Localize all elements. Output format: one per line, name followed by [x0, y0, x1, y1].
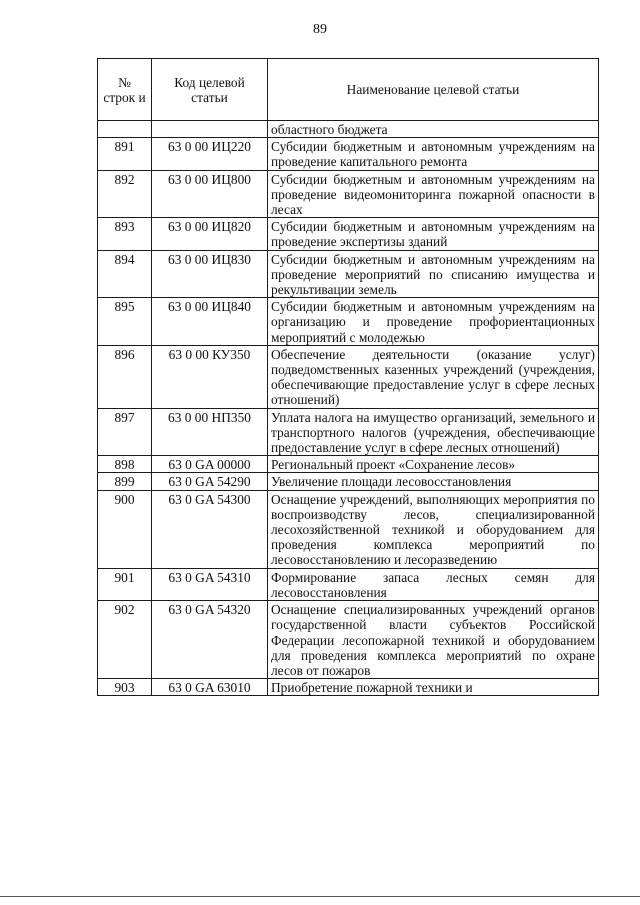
header-target-name: Наименование целевой статьи: [268, 59, 599, 121]
row-number: 902: [98, 601, 152, 679]
row-number: 894: [98, 250, 152, 298]
row-name: Приобретение пожарной техники и: [268, 679, 599, 696]
row-code: 63 0 00 ИЦ220: [152, 138, 268, 170]
row-name: Увеличение площади лесовосстановления: [268, 473, 599, 490]
row-code: 63 0 00 ИЦ840: [152, 298, 268, 346]
row-number: 903: [98, 679, 152, 696]
table-row: [98, 679, 599, 696]
row-number: 896: [98, 345, 152, 408]
row-code: 63 0 GA 54310: [152, 568, 268, 600]
table-row: [98, 170, 599, 218]
row-code: [152, 121, 268, 138]
row-name: Оснащение учреждений, выполняющих мероприятия по воспроизводству лесов, специализированной лесохозяйственной техникой и оборудованием для проведения комплекса мероприятий по лесовосстановлению и лесоразведению: [268, 490, 599, 568]
row-code: 63 0 00 ИЦ830: [152, 250, 268, 298]
row-name: Субсидии бюджетным и автономным учреждениям на организацию и проведение профориентационных мероприятий с молодежью: [268, 298, 599, 346]
row-name: Оснащение специализированных учреждений органов государственной власти субъектов Российской Федерации лесопожарной техникой и оборудованием для проведения комплекса мероприятий по охране лесов от пожаров: [268, 601, 599, 679]
row-name: Субсидии бюджетным и автономным учреждениям на проведение экспертизы зданий: [268, 218, 599, 250]
page-bottom-rule: [0, 896, 640, 897]
table-row: [98, 121, 599, 138]
header-row-number: № строк и: [98, 59, 152, 121]
table-row: [98, 138, 599, 170]
row-number: 898: [98, 456, 152, 473]
table-row: [98, 408, 599, 456]
row-name: Субсидии бюджетным и автономным учреждениям на проведение капитального ремонта: [268, 138, 599, 170]
row-number: 895: [98, 298, 152, 346]
table-header-row: [98, 59, 599, 121]
table-row: [98, 456, 599, 473]
page-number: 89: [313, 22, 327, 37]
table-row: [98, 298, 599, 346]
row-number: 891: [98, 138, 152, 170]
row-number: [98, 121, 152, 138]
row-name: Субсидии бюджетным и автономным учреждениям на проведение мероприятий по списанию имущества и рекультивации земель: [268, 250, 599, 298]
row-name: Уплата налога на имущество организаций, земельного и транспортного налогов (учреждения, обеспечивающие предоставление услуг в сфере лесных отношений): [268, 408, 599, 456]
row-code: 63 0 GA 54300: [152, 490, 268, 568]
row-code: 63 0 GA 00000: [152, 456, 268, 473]
table-row: [98, 568, 599, 600]
table-row: [98, 601, 599, 679]
row-number: 897: [98, 408, 152, 456]
row-name: Формирование запаса лесных семян для лесовосстановления: [268, 568, 599, 600]
table-row: [98, 345, 599, 408]
row-number: 892: [98, 170, 152, 218]
row-number: 900: [98, 490, 152, 568]
row-name: Субсидии бюджетным и автономным учреждениям на проведение видеомониторинга пожарной опасности в лесах: [268, 170, 599, 218]
row-code: 63 0 GA 63010: [152, 679, 268, 696]
row-number: 893: [98, 218, 152, 250]
row-code: 63 0 GA 54320: [152, 601, 268, 679]
row-name: областного бюджета: [268, 121, 599, 138]
header-target-code: Код целевой статьи: [152, 59, 268, 121]
row-code: 63 0 00 КУ350: [152, 345, 268, 408]
table-row: [98, 250, 599, 298]
row-name: Региональный проект «Сохранение лесов»: [268, 456, 599, 473]
row-code: 63 0 00 ИЦ820: [152, 218, 268, 250]
table-row: [98, 490, 599, 568]
row-number: 901: [98, 568, 152, 600]
row-name: Обеспечение деятельности (оказание услуг) подведомственных казенных учреждений (учреждения, обеспечивающие предоставление услуг в сфере лесных отношений): [268, 345, 599, 408]
row-code: 63 0 00 НП350: [152, 408, 268, 456]
table-row: [98, 218, 599, 250]
row-number: 899: [98, 473, 152, 490]
row-code: 63 0 GA 54290: [152, 473, 268, 490]
budget-target-articles-table: [97, 58, 599, 696]
row-code: 63 0 00 ИЦ800: [152, 170, 268, 218]
table-row: [98, 473, 599, 490]
